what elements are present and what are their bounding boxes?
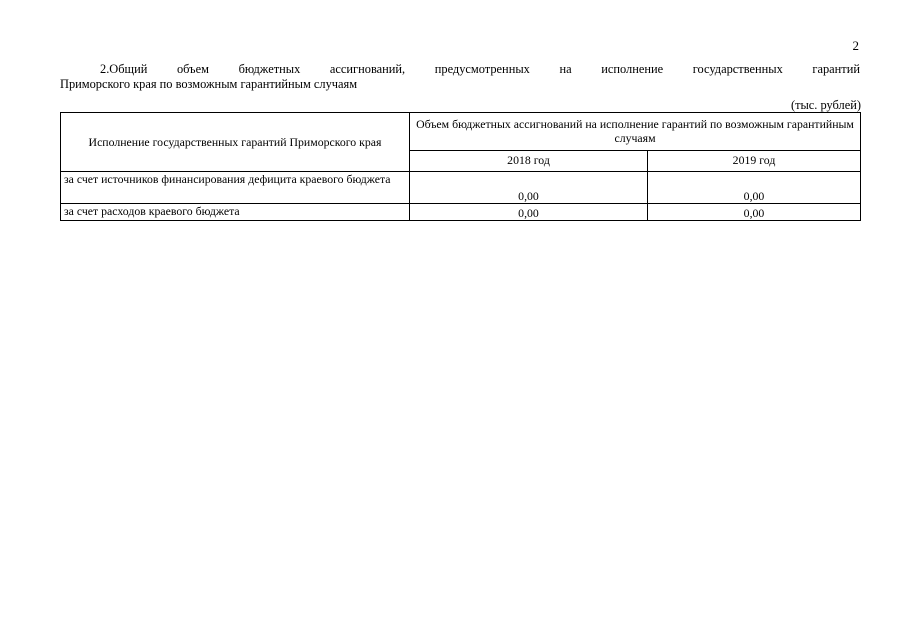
budget-table xyxy=(60,112,861,221)
column-header-year-2018: 2018 год xyxy=(410,150,648,171)
table-header-row xyxy=(61,113,861,151)
row-label: за счет источников финансирования дефицита краевого бюджета xyxy=(61,172,410,204)
row-value-2018: 0,00 xyxy=(410,172,648,204)
units-label: (тыс. рублей) xyxy=(790,98,861,112)
table-row xyxy=(61,204,861,221)
page-number: 2 xyxy=(852,38,859,53)
section-heading-line-2: Приморского края по возможным гарантийным случаям xyxy=(60,77,358,91)
section-heading xyxy=(60,62,860,92)
row-value-2019: 0,00 xyxy=(648,204,861,221)
table-row xyxy=(61,172,861,204)
row-label: за счет расходов краевого бюджета xyxy=(61,204,410,221)
column-header-year-2019: 2019 год xyxy=(648,150,861,171)
column-group-header-appropriations: Объем бюджетных ассигнований на исполнение гарантий по возможным гарантийным случаям xyxy=(410,113,861,151)
column-header-guarantee-execution: Исполнение государственных гарантий Приморского края xyxy=(61,113,410,172)
row-value-2018: 0,00 xyxy=(410,204,648,221)
section-heading-line-1: 2.Общий объем бюджетных ассигнований, предусмотренных на исполнение государственных гарантий xyxy=(100,62,860,76)
row-value-2019: 0,00 xyxy=(648,172,861,204)
